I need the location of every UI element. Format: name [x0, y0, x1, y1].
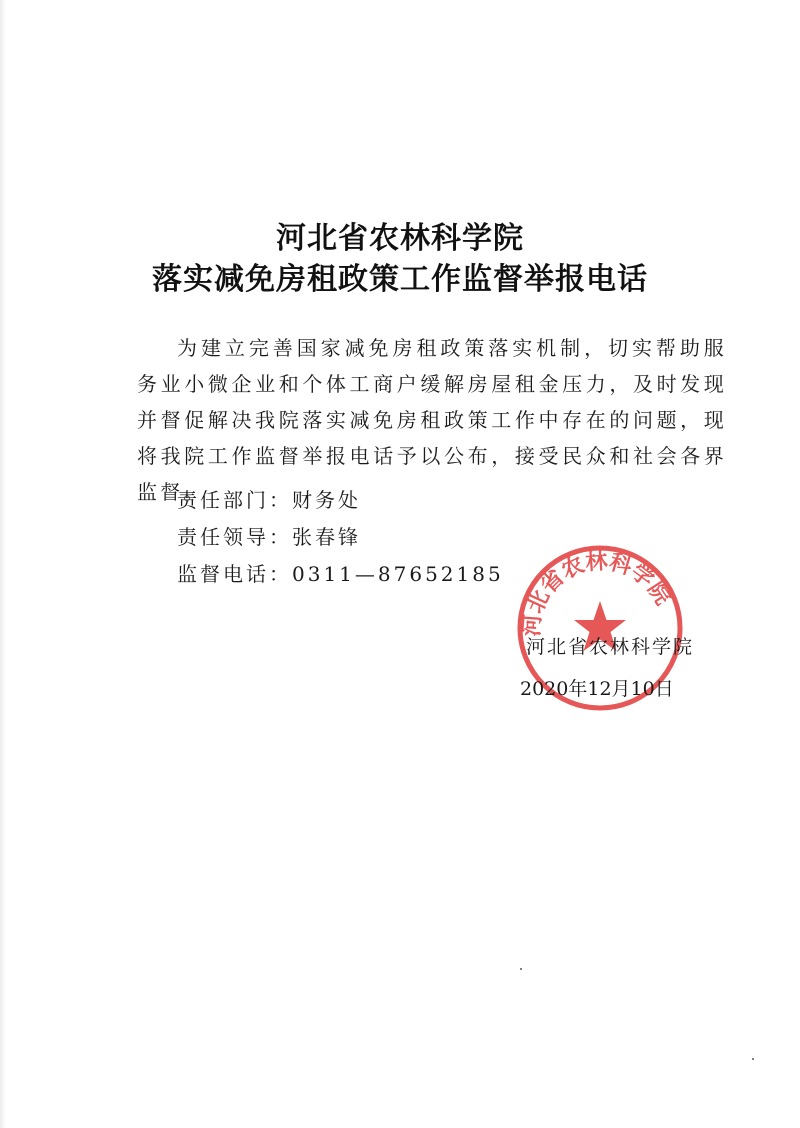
- document-date: 2020年12月10日: [520, 678, 674, 700]
- document-title-line1: 河北省农林科学院: [276, 221, 524, 256]
- signature-organization: 河北省农林科学院: [525, 636, 694, 658]
- scan-speck: [520, 968, 522, 970]
- document-title-line2: 落实减免房租政策工作监督举报电话: [152, 262, 648, 297]
- responsible-leader: 责任领导：张春锋: [177, 525, 361, 549]
- seal-text: 河北省农林科学院: [518, 548, 677, 638]
- responsible-department: 责任部门：财务处: [177, 488, 361, 512]
- page-edge-shadow: [0, 0, 6, 1128]
- supervision-phone: 监督电话：0311—87652185: [177, 562, 504, 586]
- scan-speck: [752, 1058, 754, 1060]
- body-paragraph: 为建立完善国家减免房租政策落实机制，切实帮助服务业小微企业和个体工商户缓解房屋租金压力，及时发现并督促解决我院落实减免房租政策工作中存在的问题，现将我院工作监督举报电话予以公布，接受民众和社会各界监督。: [137, 336, 727, 504]
